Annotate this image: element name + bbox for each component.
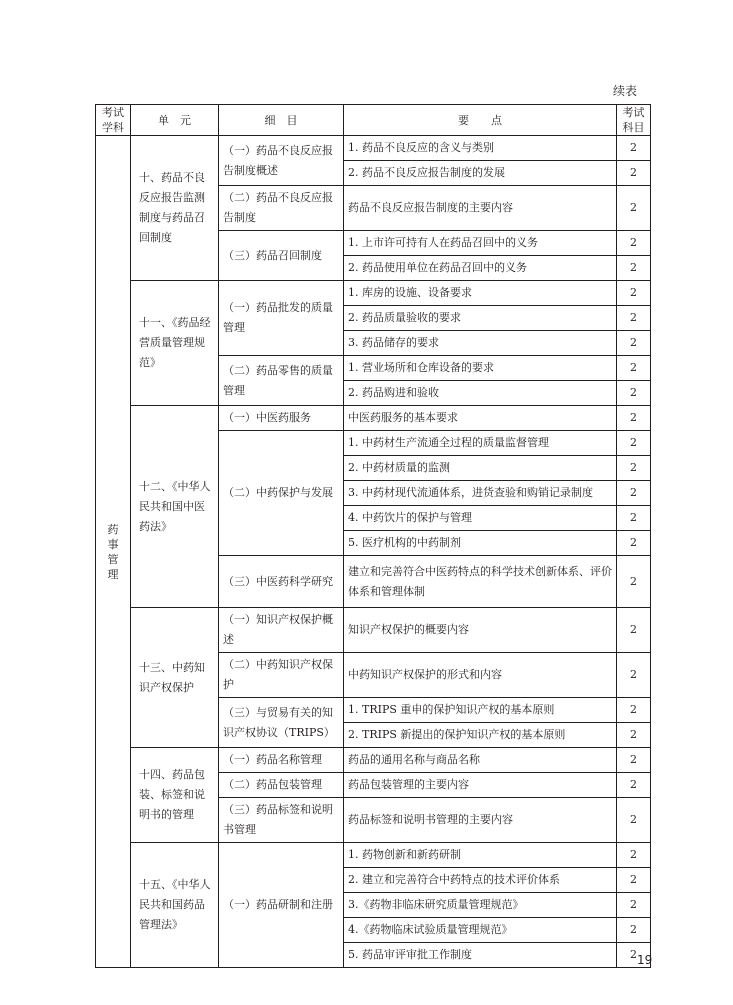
point-cell: 1. TRIPS 重申的保护知识产权的基本原则 xyxy=(344,698,617,723)
sub-cell: （二）中药保护与发展 xyxy=(219,431,344,556)
point-cell: 中医药服务的基本要求 xyxy=(344,406,617,431)
point-cell: 药品包装管理的主要内容 xyxy=(344,773,617,798)
page-number: 19 xyxy=(637,953,653,967)
header-points: 要 点 xyxy=(344,105,617,136)
subject-code-cell: 2 xyxy=(617,943,651,968)
subject-code-cell: 2 xyxy=(617,431,651,456)
subject-code-cell: 2 xyxy=(617,506,651,531)
subject-code-cell: 2 xyxy=(617,406,651,431)
point-cell: 4.《药物临床试验质量管理规范》 xyxy=(344,918,617,943)
point-cell: 5. 医疗机构的中药制剂 xyxy=(344,531,617,556)
subject-code-cell: 2 xyxy=(617,893,651,918)
table-row xyxy=(96,608,651,653)
subject-code-cell: 2 xyxy=(617,798,651,843)
subject-cell xyxy=(96,136,131,968)
point-cell: 2. 药品质量验收的要求 xyxy=(344,306,617,331)
point-cell: 1. 营业场所和仓库设备的要求 xyxy=(344,356,617,381)
subject-text: 药 事 管 理 xyxy=(107,522,119,581)
table-row xyxy=(96,843,651,868)
subject-code-cell: 2 xyxy=(617,186,651,231)
header-unit: 单 元 xyxy=(131,105,219,136)
point-cell: 药品的通用名称与商品名称 xyxy=(344,748,617,773)
point-cell: 4. 中药饮片的保护与管理 xyxy=(344,506,617,531)
continued-label: 续表 xyxy=(613,84,638,98)
header-row xyxy=(96,105,651,136)
subject-code-cell: 2 xyxy=(617,608,651,653)
subject-code-cell: 2 xyxy=(617,381,651,406)
sub-cell: （三）与贸易有关的知识产权协议（TRIPS） xyxy=(219,698,344,748)
point-cell: 1. 药品不良反应的含义与类别 xyxy=(344,136,617,161)
point-cell: 1. 库房的设施、设备要求 xyxy=(344,281,617,306)
sub-cell: （一）中医药服务 xyxy=(219,406,344,431)
unit-cell: 十五、《中华人民共和国药品管理法》 xyxy=(131,843,219,968)
sub-cell: （二）中药知识产权保护 xyxy=(219,653,344,698)
subject-code-cell: 2 xyxy=(617,723,651,748)
table-row xyxy=(96,136,651,161)
sub-cell: （三）药品标签和说明书管理 xyxy=(219,798,344,843)
point-cell: 2. TRIPS 新提出的保护知识产权的基本原则 xyxy=(344,723,617,748)
sub-cell: （一）药品研制和注册 xyxy=(219,843,344,968)
subject-code-cell: 2 xyxy=(617,918,651,943)
point-cell: 1. 药物创新和新药研制 xyxy=(344,843,617,868)
point-cell: 2. 建立和完善符合中药特点的技术评价体系 xyxy=(344,868,617,893)
subject-code-cell: 2 xyxy=(617,698,651,723)
table-row xyxy=(96,748,651,773)
point-cell: 3. 药品储存的要求 xyxy=(344,331,617,356)
subject-code-cell: 2 xyxy=(617,748,651,773)
point-cell: 2. 中药材质量的监测 xyxy=(344,456,617,481)
sub-cell: （二）药品不良反应报告制度 xyxy=(219,186,344,231)
table-row xyxy=(96,406,651,431)
point-cell: 3. 中药材现代流通体系，进货查验和购销记录制度 xyxy=(344,481,617,506)
subject-code-cell: 2 xyxy=(617,843,651,868)
subject-code-cell: 2 xyxy=(617,331,651,356)
sub-cell: （一）知识产权保护概述 xyxy=(219,608,344,653)
subject-code-cell: 2 xyxy=(617,456,651,481)
unit-cell: 十一、《药品经营质量管理规范》 xyxy=(131,281,219,406)
point-cell: 3.《药物非临床研究质量管理规范》 xyxy=(344,893,617,918)
subject-code-cell: 2 xyxy=(617,556,651,608)
subject-code-cell: 2 xyxy=(617,481,651,506)
unit-cell: 十、药品不良反应报告监测制度与药品召回制度 xyxy=(131,136,219,281)
table-row xyxy=(96,281,651,306)
subject-code-cell: 2 xyxy=(617,868,651,893)
point-cell: 2. 药品不良反应报告制度的发展 xyxy=(344,161,617,186)
unit-cell: 十二、《中华人民共和国中医药法》 xyxy=(131,406,219,608)
point-cell: 2. 药品使用单位在药品召回中的义务 xyxy=(344,256,617,281)
subject-code-cell: 2 xyxy=(617,231,651,256)
point-cell: 1. 上市许可持有人在药品召回中的义务 xyxy=(344,231,617,256)
point-cell: 2. 药品购进和验收 xyxy=(344,381,617,406)
subject-code-cell: 2 xyxy=(617,161,651,186)
point-cell: 中药知识产权保护的形式和内容 xyxy=(344,653,617,698)
sub-cell: （二）药品包装管理 xyxy=(219,773,344,798)
point-cell: 1. 中药材生产流通全过程的质量监督管理 xyxy=(344,431,617,456)
point-cell: 药品标签和说明书管理的主要内容 xyxy=(344,798,617,843)
point-cell: 5. 药品审评审批工作制度 xyxy=(344,943,617,968)
subject-code-cell: 2 xyxy=(617,531,651,556)
sub-cell: （一）药品批发的质量管理 xyxy=(219,281,344,356)
sub-cell: （三）中医药科学研究 xyxy=(219,556,344,608)
sub-cell: （一）药品不良反应报告制度概述 xyxy=(219,136,344,186)
subject-code-cell: 2 xyxy=(617,306,651,331)
syllabus-table xyxy=(95,104,651,968)
subject-code-cell: 2 xyxy=(617,356,651,381)
header-subject-code: 考试 科目 xyxy=(617,105,651,136)
unit-cell: 十三、中药知识产权保护 xyxy=(131,608,219,748)
sub-cell: （一）药品名称管理 xyxy=(219,748,344,773)
sub-cell: （二）药品零售的质量管理 xyxy=(219,356,344,406)
sub-cell: （三）药品召回制度 xyxy=(219,231,344,281)
header-subject: 考试 学科 xyxy=(96,105,131,136)
point-cell: 知识产权保护的概要内容 xyxy=(344,608,617,653)
point-cell: 药品不良反应报告制度的主要内容 xyxy=(344,186,617,231)
point-cell: 建立和完善符合中医药特点的科学技术创新体系、评价体系和管理体制 xyxy=(344,556,617,608)
subject-code-cell: 2 xyxy=(617,653,651,698)
subject-code-cell: 2 xyxy=(617,256,651,281)
header-sub: 细 目 xyxy=(219,105,344,136)
unit-cell: 十四、药品包装、标签和说明书的管理 xyxy=(131,748,219,843)
subject-code-cell: 2 xyxy=(617,136,651,161)
subject-code-cell: 2 xyxy=(617,773,651,798)
subject-code-cell: 2 xyxy=(617,281,651,306)
